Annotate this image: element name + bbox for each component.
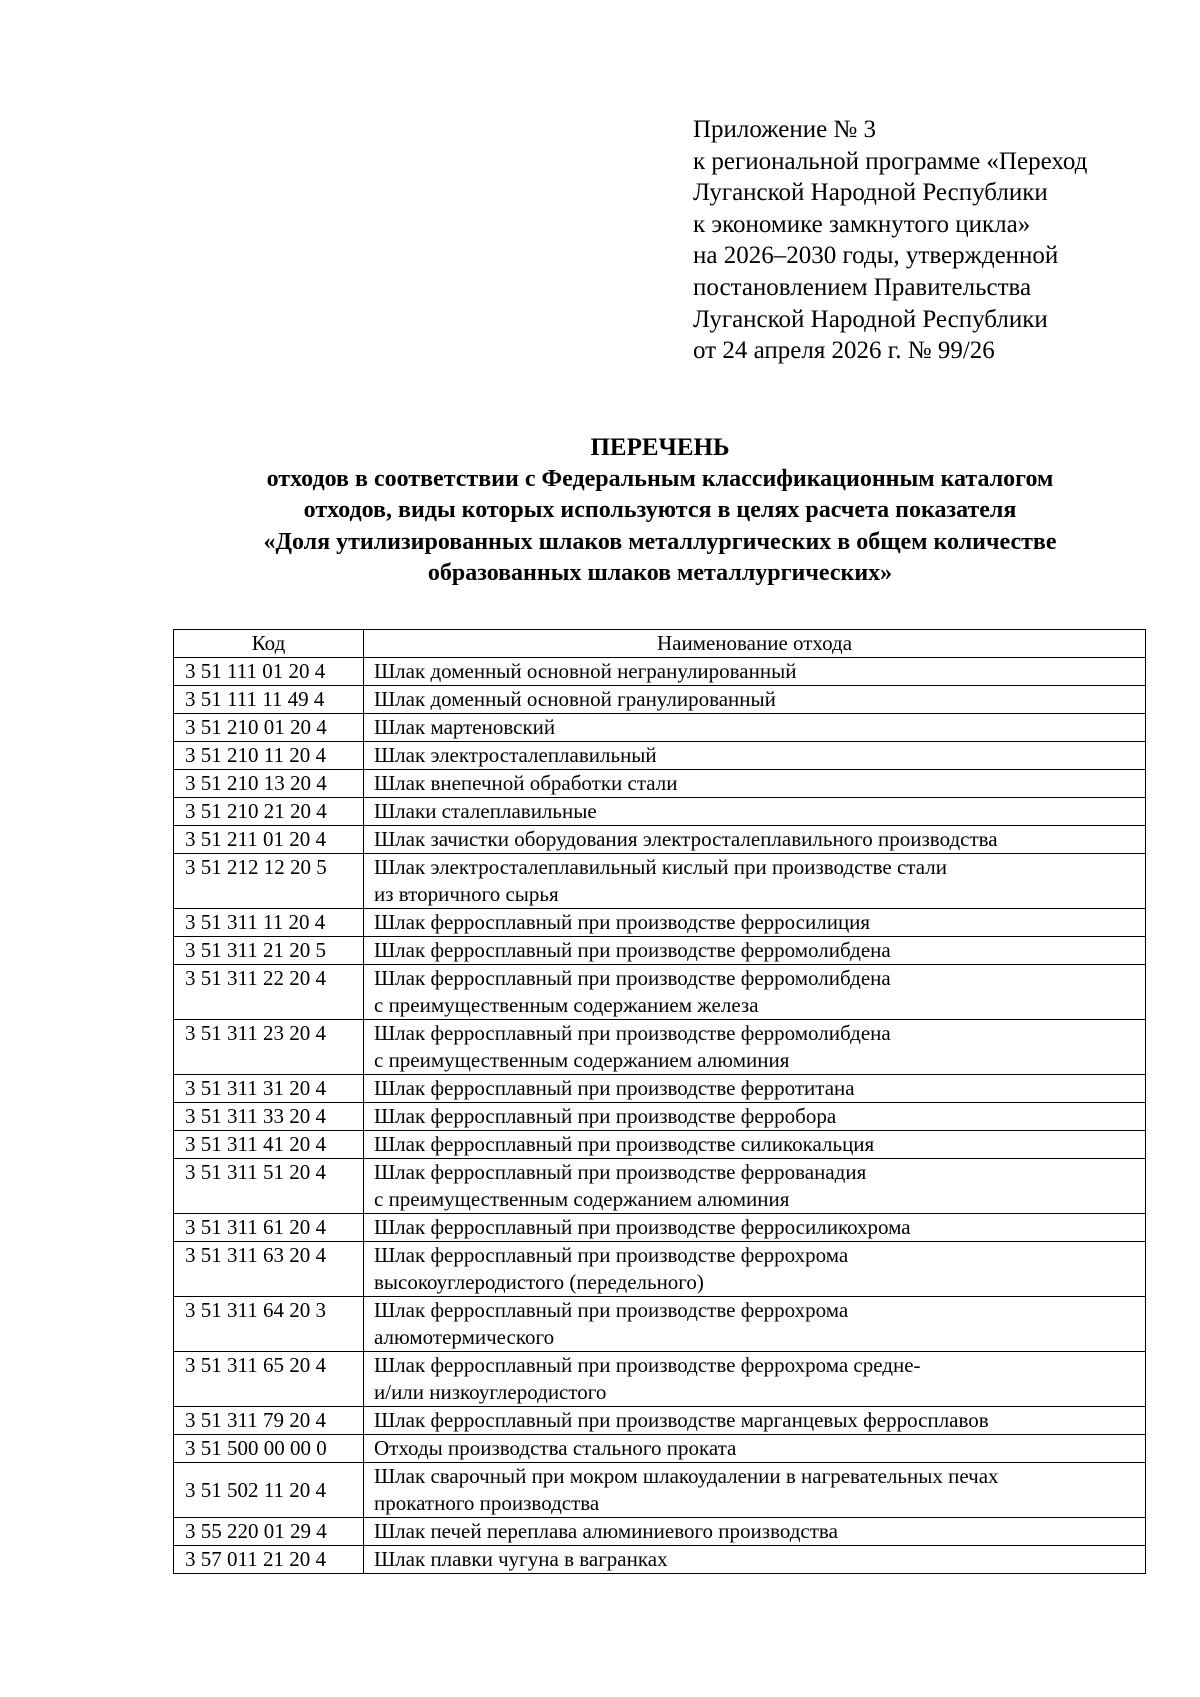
heading-line: образованных шлаков металлургических» <box>427 560 893 586</box>
waste-code: 3 51 210 13 20 4 <box>174 770 364 798</box>
waste-code: 3 51 210 21 20 4 <box>174 798 364 826</box>
waste-name <box>364 826 1146 854</box>
table-row <box>174 798 1146 826</box>
heading-line: отходов, виды которых используются в целях расчета показателя <box>303 497 1017 523</box>
appendix-line: Луганской Народной Республики <box>693 305 1048 333</box>
table-row <box>174 1242 1146 1297</box>
table-row <box>174 686 1146 714</box>
waste-name-line: Шлак доменный основной гранулированный <box>374 687 776 711</box>
waste-name-line: Шлак ферросплавный при производстве феррохрома <box>374 1298 849 1322</box>
waste-name <box>364 742 1146 770</box>
waste-code: 3 51 311 64 20 3 <box>174 1297 364 1352</box>
column-header-code: Код <box>174 630 364 658</box>
waste-name-line: Шлак сварочный при мокром шлакоудалении в нагревательных печах <box>374 1464 999 1488</box>
appendix-line: к региональной программе «Переход <box>693 147 1088 175</box>
table-body <box>174 658 1146 1574</box>
table-row <box>174 1214 1146 1242</box>
waste-name-line: Шлак зачистки оборудования электросталеплавильного производства <box>374 827 998 851</box>
waste-name-line: алюмотермического <box>374 1325 555 1349</box>
waste-name-line: Шлак ферросплавный при производстве ферросиликохрома <box>374 1215 911 1239</box>
waste-table <box>173 629 1146 1574</box>
waste-name-line: Шлак ферросплавный при производстве ферросилиция <box>374 910 871 934</box>
waste-name-line: из вторичного сырья <box>374 882 559 906</box>
waste-name <box>364 686 1146 714</box>
table-row <box>174 1075 1146 1103</box>
table-row <box>174 1159 1146 1214</box>
waste-name-line: Шлак ферросплавный при производстве ферромолибдена <box>374 966 891 990</box>
waste-code: 3 51 111 01 20 4 <box>174 658 364 686</box>
waste-code: 3 51 311 65 20 4 <box>174 1352 364 1407</box>
waste-code: 3 51 311 63 20 4 <box>174 1242 364 1297</box>
appendix-line: на 2026–2030 годы, утвержденной <box>693 242 1059 270</box>
waste-name <box>364 965 1146 1020</box>
waste-name-line: с преимущественным содержанием железа <box>374 993 759 1017</box>
appendix-line: от 24 апреля 2026 г. № 99/26 <box>693 337 995 365</box>
waste-name-line: Шлак ферросплавный при производстве марганцевых ферросплавов <box>374 1408 989 1432</box>
waste-name <box>364 1075 1146 1103</box>
waste-name <box>364 1407 1146 1435</box>
table-row <box>174 1435 1146 1463</box>
table-row <box>174 826 1146 854</box>
table-row <box>174 742 1146 770</box>
waste-name-line: с преимущественным содержанием алюминия <box>374 1048 790 1072</box>
waste-name-line: Шлак ферросплавный при производстве ферромолибдена <box>374 1021 891 1045</box>
waste-code: 3 51 311 51 20 4 <box>174 1159 364 1214</box>
waste-name <box>364 1297 1146 1352</box>
table-row <box>174 1546 1146 1574</box>
waste-name-line: с преимущественным содержанием алюминия <box>374 1187 790 1211</box>
table-row <box>174 854 1146 909</box>
waste-name-line: Шлак ферросплавный при производстве феррованадия <box>374 1160 867 1184</box>
table-row <box>174 658 1146 686</box>
waste-code: 3 51 311 31 20 4 <box>174 1075 364 1103</box>
waste-name <box>364 909 1146 937</box>
waste-name <box>364 1463 1146 1518</box>
waste-code: 3 51 502 11 20 4 <box>174 1463 364 1518</box>
waste-name-line: Шлак доменный основной негранулированный <box>374 659 797 683</box>
waste-name <box>364 1518 1146 1546</box>
waste-name <box>364 937 1146 965</box>
waste-code: 3 51 311 61 20 4 <box>174 1214 364 1242</box>
table-row <box>174 965 1146 1020</box>
waste-name-line: Шлак мартеновский <box>374 715 556 739</box>
waste-code: 3 51 210 01 20 4 <box>174 714 364 742</box>
document-title: ПЕРЕЧЕНЬ <box>590 434 730 461</box>
table-row <box>174 1020 1146 1075</box>
waste-name-line: Шлак ферросплавный при производстве ферротитана <box>374 1076 855 1100</box>
waste-code: 3 51 311 33 20 4 <box>174 1103 364 1131</box>
document-heading <box>160 432 1160 590</box>
waste-name-line: прокатного производства <box>374 1491 600 1515</box>
waste-name <box>364 1131 1146 1159</box>
waste-code: 3 51 210 11 20 4 <box>174 742 364 770</box>
heading-line: «Доля утилизированных шлаков металлургических в общем количестве <box>263 528 1057 555</box>
table-row <box>174 937 1146 965</box>
waste-name-line: Шлак электросталеплавильный <box>374 743 657 767</box>
waste-name-line: Шлак ферросплавный при производстве феррохрома средне- <box>374 1353 921 1377</box>
waste-code: 3 51 311 41 20 4 <box>174 1131 364 1159</box>
waste-code: 3 57 011 21 20 4 <box>174 1546 364 1574</box>
table-row <box>174 714 1146 742</box>
table-row <box>174 909 1146 937</box>
waste-name <box>364 714 1146 742</box>
waste-name <box>364 1103 1146 1131</box>
waste-name <box>364 1159 1146 1214</box>
waste-code: 3 51 311 11 20 4 <box>174 909 364 937</box>
waste-code: 3 51 311 22 20 4 <box>174 965 364 1020</box>
table-row <box>174 1103 1146 1131</box>
waste-name <box>364 1214 1146 1242</box>
waste-name <box>364 1546 1146 1574</box>
table-row <box>174 1463 1146 1518</box>
waste-name-line: Отходы производства стального проката <box>374 1436 737 1460</box>
table-row <box>174 1518 1146 1546</box>
waste-name-line: и/или низкоуглеродистого <box>374 1380 607 1404</box>
table-row <box>174 1297 1146 1352</box>
waste-code: 3 51 111 11 49 4 <box>174 686 364 714</box>
waste-name <box>364 1352 1146 1407</box>
waste-name <box>364 1242 1146 1297</box>
waste-name-line: Шлак ферросплавный при производстве силикокальция <box>374 1132 875 1156</box>
table-header-row <box>174 630 1146 658</box>
waste-code: 3 51 212 12 20 5 <box>174 854 364 909</box>
table-row <box>174 1352 1146 1407</box>
appendix-line: Приложение № 3 <box>693 116 877 143</box>
waste-name-line: Шлак плавки чугуна в вагранках <box>374 1547 668 1571</box>
table-row <box>174 1131 1146 1159</box>
appendix-line: к экономике замкнутого цикла» <box>693 210 1031 238</box>
waste-code: 3 51 311 79 20 4 <box>174 1407 364 1435</box>
waste-name <box>364 1020 1146 1075</box>
waste-name <box>364 658 1146 686</box>
waste-name-line: Шлак печей переплава алюминиевого производства <box>374 1519 838 1543</box>
waste-name <box>364 770 1146 798</box>
waste-name-line: Шлак ферросплавный при производстве ферробора <box>374 1104 837 1128</box>
appendix-line: Луганской Народной Республики <box>693 179 1048 207</box>
waste-code: 3 51 311 23 20 4 <box>174 1020 364 1075</box>
waste-name-line: Шлак ферросплавный при производстве феррохрома <box>374 1243 849 1267</box>
appendix-line: постановлением Правительства <box>693 273 1032 301</box>
waste-name <box>364 1435 1146 1463</box>
heading-line: отходов в соответствии с Федеральным классификационным каталогом <box>266 465 1054 492</box>
table-row <box>174 770 1146 798</box>
waste-code: 3 51 311 21 20 5 <box>174 937 364 965</box>
waste-name-line: высокоуглеродистого (передельного) <box>374 1270 704 1294</box>
waste-name-line: Шлаки сталеплавильные <box>374 799 597 823</box>
waste-code: 3 51 500 00 00 0 <box>174 1435 364 1463</box>
waste-code: 3 51 211 01 20 4 <box>174 826 364 854</box>
table-row <box>174 1407 1146 1435</box>
waste-name <box>364 798 1146 826</box>
waste-name-line: Шлак электросталеплавильный кислый при производстве стали <box>374 855 947 879</box>
waste-name <box>364 854 1146 909</box>
appendix-note <box>693 114 1173 367</box>
column-header-name: Наименование отхода <box>364 630 1146 658</box>
waste-name-line: Шлак внепечной обработки стали <box>374 771 678 795</box>
waste-name-line: Шлак ферросплавный при производстве ферромолибдена <box>374 938 891 962</box>
waste-code: 3 55 220 01 29 4 <box>174 1518 364 1546</box>
